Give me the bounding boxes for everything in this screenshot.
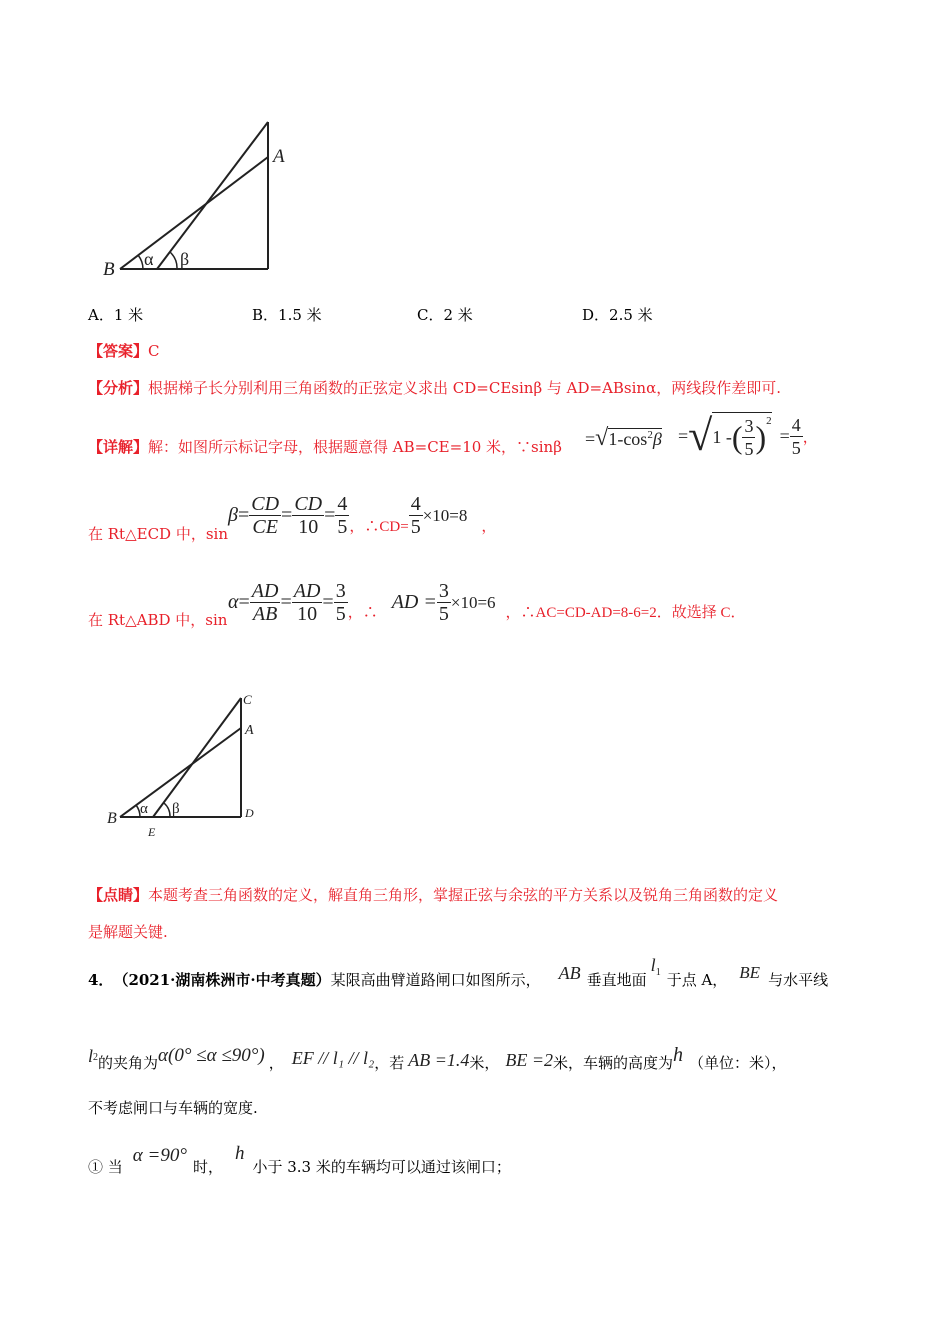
figure2-label-D: D: [245, 806, 254, 820]
analysis-text: 根据梯子长分别利用三角函数的正弦定义求出 CD=CEsinβ 与 AD=ABsinα，两线段作差即可.: [148, 379, 781, 397]
detail-line-3: 在 Rt△ABD 中，sin: [88, 611, 228, 629]
figure2-label-B: B: [107, 810, 117, 827]
answer-value: C: [148, 342, 160, 360]
sqrt-cos-formula: $=√1-\cos^2\beta$: [585, 425, 662, 451]
answer-line: [88, 340, 160, 361]
question4-line-1: 4． （2021·湖南株洲市·中考真题） 某限高曲臂道路闸口如图所示， AB 垂直地面 l $_1$ 于点 A， BE 与水平线: [88, 955, 829, 989]
sqrt-fraction-formula: = √ 1 - ( $\frac{3}{5}$ ) $^2$ = $\frac{4}{5}$ ，: [678, 411, 818, 460]
answer-tag: 【答案】: [88, 342, 149, 360]
option-B: B．1.5 米: [252, 306, 322, 324]
option-C: C．2 米: [417, 306, 473, 324]
figure1-label-A: A: [273, 146, 285, 167]
analysis-tag: 【分析】: [88, 379, 149, 397]
figure-ladder-2: [100, 685, 270, 845]
comment-line-1: 【点睛】本题考查三角函数的定义，解直角三角形，掌握正弦与余弦的平方关系以及锐角三角函数的定义: [88, 886, 779, 904]
sin-alpha-formula: α = $\frac{AD}{AB}$ = $\frac{AD}{10}$ = $\frac{3}{5}$ ，∴ AD = $\frac{3}{5}$ ×10=6 ，∴AC=CD-AD=8-6=2．故选择 C．: [228, 580, 746, 625]
question4-item-1: ① 当 α =90° 时， h 小于 3.3 米的车辆均可以通过该闸口；: [88, 1143, 511, 1176]
question4-line-2: l 2 的夹角为 α(0° ≤α ≤90°) ， EF // l₁ // l₂ ，若 AB =1.4 米， BE =2 米，车辆的高度为 h （单位：米），: [88, 1044, 787, 1072]
figure-ladder-1: [95, 110, 295, 285]
figure2-label-beta: β: [172, 801, 180, 817]
figure1-label-alpha: α: [144, 249, 154, 269]
question-source: （2021·湖南株洲市·中考真题）: [113, 971, 331, 989]
figure2-label-E: E: [148, 825, 156, 839]
question4-line-3: 不考虑闸口与车辆的宽度.: [88, 1099, 258, 1117]
figure2-label-A: A: [245, 723, 254, 738]
analysis-line: [88, 377, 781, 398]
sin-beta-formula: β = $\frac{CD}{CE}$ = $\frac{CD}{10}$ = $\frac{4}{5}$ ，∴CD= $\frac{4}{5}$ ×10=8 ，: [228, 493, 497, 538]
detail-line-2: 在 Rt△ECD 中，sin: [88, 525, 229, 543]
comment-tag: 【点睛】: [88, 886, 149, 904]
question-number: 4．: [88, 971, 114, 989]
detail-tag: 【详解】: [88, 438, 149, 456]
figure2-label-C: C: [243, 692, 252, 707]
option-D: D．2.5 米: [582, 306, 653, 324]
option-A: A．1 米: [88, 306, 144, 324]
figure1-label-beta: β: [180, 249, 190, 269]
figure1-label-B: B: [103, 259, 115, 280]
comment-line-2: 是解题关键.: [88, 923, 168, 941]
figure2-label-alpha: α: [140, 801, 148, 817]
detail-line-1: 【详解】解：如图所示标记字母，根据题意得 AB=CE=10 米，∵sinβ: [88, 438, 562, 456]
